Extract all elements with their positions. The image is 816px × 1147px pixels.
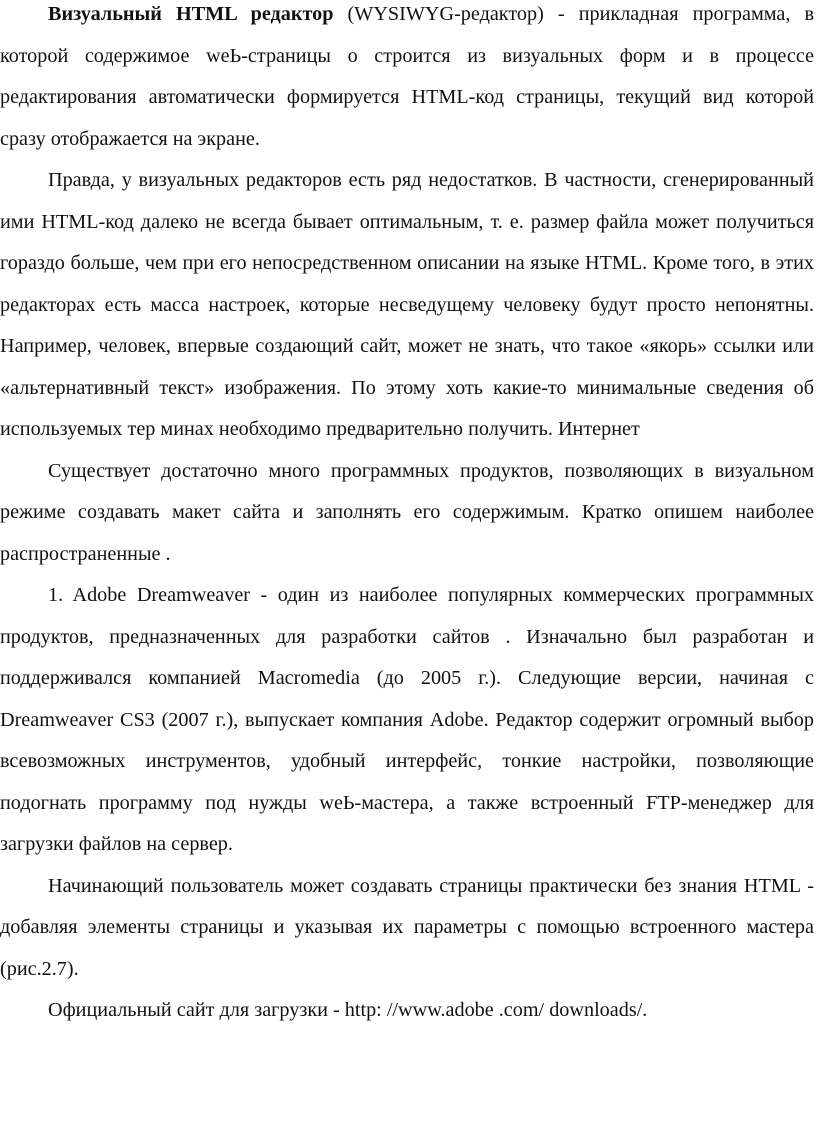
paragraph-drawbacks: Правда, у визуальных редакторов есть ряд недостатков. В частности, сгенерированный ими HTML-код далеко не всегда бывает оптимальным, т. е. размер файла может получиться гораздо больше, чем при его непосредственном описании на языке HTML. Кроме того, в этих редакторах есть масса настроек, которые несведущему человеку будут просто непонятны. Например, человек, впервые создающий сайт, может не знать, что такое «якорь» ссылки или «альтернативный текст» изображения. По этому хоть какие-то минимальные сведения об используемых тер минах необходимо предварительно получить. Интернет: [0, 169, 814, 440]
paragraph-products-intro: Существует достаточно много программных продуктов, позволяющих в визуальном режиме создавать макет сайта и заполнять его содержимым. Кратко опишем наиболее распространенные .: [0, 459, 814, 565]
paragraph-wysiwyg-definition: [0, 0, 814, 160]
paragraph-download-site: Официальный сайт для загрузки - http: //www.adobe .com/ downloads/.: [48, 999, 648, 1021]
paragraph-dreamweaver: 1. Adobe Dreamweaver - один из наиболее популярных коммерческих программных продуктов, предназначенных для разработки сайтов . Изначально был разработан и поддерживался компанией Macromedia (до 2005 г.). Следующие версии, начиная с Dreamweaver CS3 (2007 г.), выпускает компания Adobe. Редактор содержит огромный выбор всевозможных инструментов, удобный интерфейс, тонкие настройки, позволяющие подогнать программу под нужды weЬ-мастера, а также встроенный FTP-менеджер для загрузки файлов на сервер.: [0, 584, 814, 855]
paragraph-1-text: (WYSIWYG-редактор) - прикладная программа, в которой содержимое weЬ-страницы о строится из визуальных форм и в процессе редактирования автоматически формируется HTML-код страницы, текущий вид которой сразу отображается на экране.: [0, 3, 814, 150]
paragraph-beginner-user: Начинающий пользователь может создавать страницы практически без знания HTML - добавляя элементы страницы и указывая их параметры с помощью встроенного мастера (рис.2.7).: [0, 874, 814, 980]
bold-term-html-editor: Визуальный HTML редактор: [48, 3, 334, 25]
